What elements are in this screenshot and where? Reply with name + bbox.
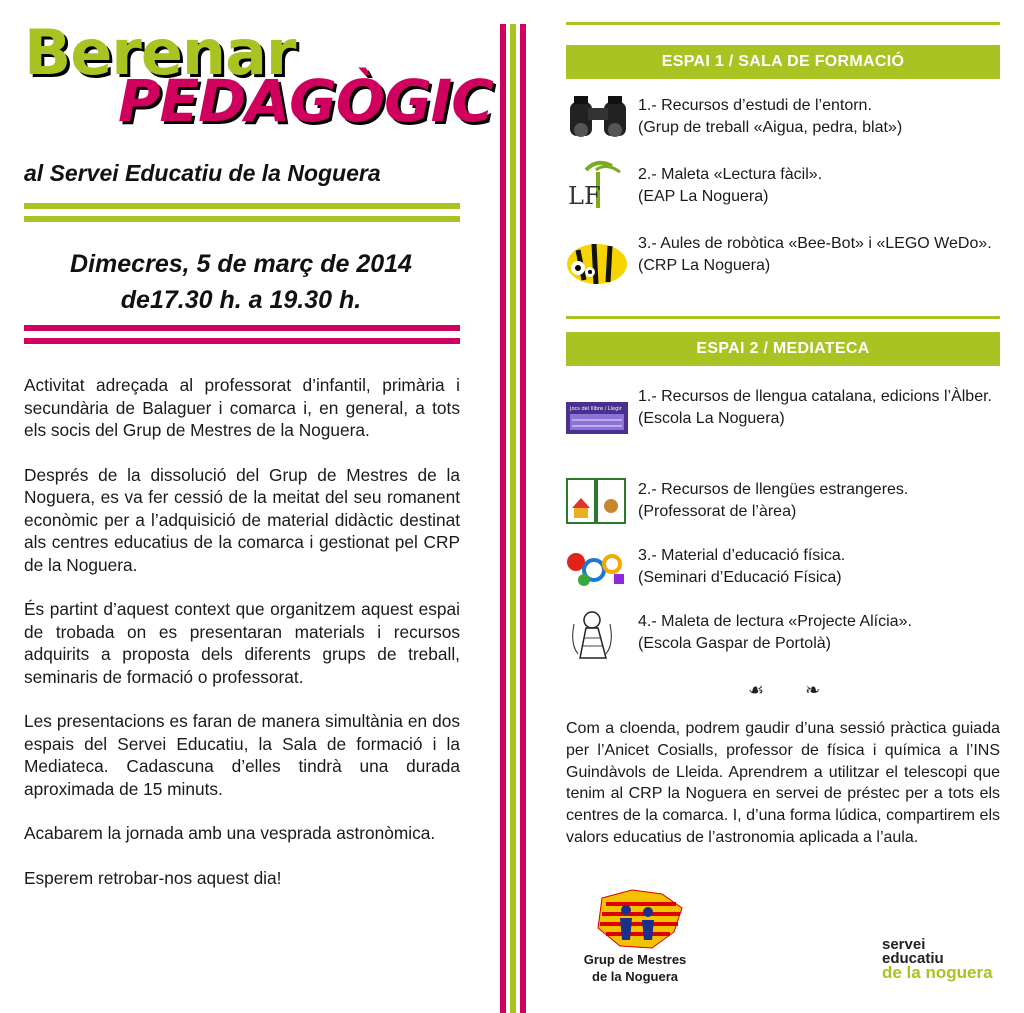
item-title: 3.- Aules de robòtica «Bee-Bot» i «LEGO WeDo».: [638, 235, 992, 252]
date-line: Dimecres, 5 de març de 2014: [70, 250, 412, 278]
intro-paragraph: Després de la dissolució del Grup de Mestres de la Noguera, es va fer cessió de la meitat del seu romanent econòmic per a l’adquisició de material didàctic destinat als centres educatius de la comarca i gestionat pel CRP de la Noguera.: [24, 464, 460, 575]
closing-text: Com a cloenda, podrem gaudir d’una sessió pràctica guiada per l’Anicet Cosialls, professor de física i química a l’INS Guindàvols de Lleida. Aprendrem a utilitzar el telescopi que tenim al CRP la Noguera en servei de préstec per a tots els centres de la comarca. I, d’una forma lúdica, compartirem els valors educatius de l’astronomia aplicada a l’aula.: [566, 720, 1000, 846]
vertical-bar-pink-2: [520, 24, 526, 1013]
item-title: 3.- Material d’educació física.: [638, 547, 846, 564]
divider-green-2: [24, 216, 460, 222]
intro-paragraph: Les presentacions es faran de manera simultània en dos espais del Servei Educatiu, la Sala de formació i la Mediateca. Cadascuna d’elles tindrà una durada aproximada de 15 minuts.: [24, 711, 460, 799]
time-line: de17.30 h. a 19.30 h.: [120, 286, 362, 314]
servei-educatiu-logo: [882, 938, 993, 980]
item-author: (Seminari d’Educació Física): [638, 569, 842, 586]
espai1-header: ESPAI 1 / SALA DE FORMACIÓ: [566, 45, 1000, 79]
divider-green-1: [24, 203, 460, 209]
item-title: 4.- Maleta de lectura «Projecte Alícia».: [638, 613, 912, 630]
event-date: [26, 246, 456, 318]
espai2-item-1: [638, 386, 1000, 430]
divider-pink-2: [24, 338, 460, 344]
espai1-item-1: [638, 95, 1000, 139]
intro-paragraph: Esperem retrobar-nos aquest dia!: [24, 867, 282, 888]
item-author: (Escola La Noguera): [638, 410, 785, 427]
grup-line2: de la Noguera: [592, 969, 678, 984]
divider-pink-1: [24, 325, 460, 331]
grup-mestres-label: [560, 951, 710, 985]
item-author: (EAP La Noguera): [638, 188, 769, 205]
intro-paragraph: Acabarem la jornada amb una vesprada astronòmica.: [24, 823, 436, 843]
espai2-item-2: [638, 479, 1000, 523]
espai1-item-2: [638, 164, 1000, 208]
item-title: 2.- Recursos de llengües estrangeres.: [638, 481, 909, 498]
subtitle: al Servei Educatiu de la Noguera: [24, 160, 381, 186]
item-author: (Escola Gaspar de Portolà): [638, 635, 831, 652]
espai2-item-4: [638, 611, 1000, 655]
item-author: (Professorat de l’àrea): [638, 503, 797, 520]
edicions-label: Jocs del llibre / Llegir: [570, 406, 622, 412]
espai1-top-line: [566, 22, 1000, 25]
sports-material-icon: [564, 544, 628, 593]
vertical-bar-pink-1: [500, 24, 506, 1013]
lf-logo-text: LF: [568, 182, 601, 210]
bee-bot-icon: [564, 232, 630, 291]
grup-line1: Grup de Mestres: [583, 952, 687, 967]
servei-line3: de la noguera: [882, 963, 993, 982]
espai1-item-3: [638, 233, 1000, 277]
espai2-top-line: [566, 316, 1000, 319]
flashcards-icon: [566, 478, 626, 529]
alice-illustration-icon: [566, 604, 618, 665]
espai2-header: ESPAI 2 / MEDIATECA: [566, 332, 1000, 366]
binoculars-icon: [566, 92, 630, 145]
item-author: (CRP La Noguera): [638, 257, 771, 274]
item-author: (Grup de treball «Aigua, pedra, blat»): [638, 119, 903, 136]
keyboard-icon: [566, 402, 628, 439]
intro-paragraph: És partint d’aquest context que organitzem aquest espai de trobada on es presentaran materials i recursos adquirits a proposta dels diferents grups de treball, seminaris de formació o professorat.: [24, 599, 460, 687]
servei-line2: educatiu: [882, 950, 944, 967]
grup-mestres-logo-icon: [592, 888, 688, 957]
lectura-facil-logo-icon: [566, 158, 628, 219]
intro-paragraph: Activitat adreçada al professorat d’infantil, primària i secundària de Balaguer i comarca i, en general, a tots els socis del Grup de Mestres de la Noguera.: [24, 375, 460, 440]
item-title: 2.- Maleta «Lectura fàcil».: [638, 166, 823, 183]
servei-line1: servei: [882, 936, 926, 953]
item-title: 1.- Recursos d’estudi de l’entorn.: [638, 97, 872, 114]
title-berenar: Berenar: [24, 16, 296, 89]
vertical-bar-green: [510, 24, 516, 1013]
intro-text: [24, 374, 460, 911]
title-pedagogic: PEDAGÒGIC: [118, 67, 493, 135]
espai2-item-3: [638, 545, 1000, 589]
ornament: ☙ ❧: [748, 680, 839, 700]
item-title: 1.- Recursos de llengua catalana, edicions l’Àlber.: [638, 388, 992, 405]
